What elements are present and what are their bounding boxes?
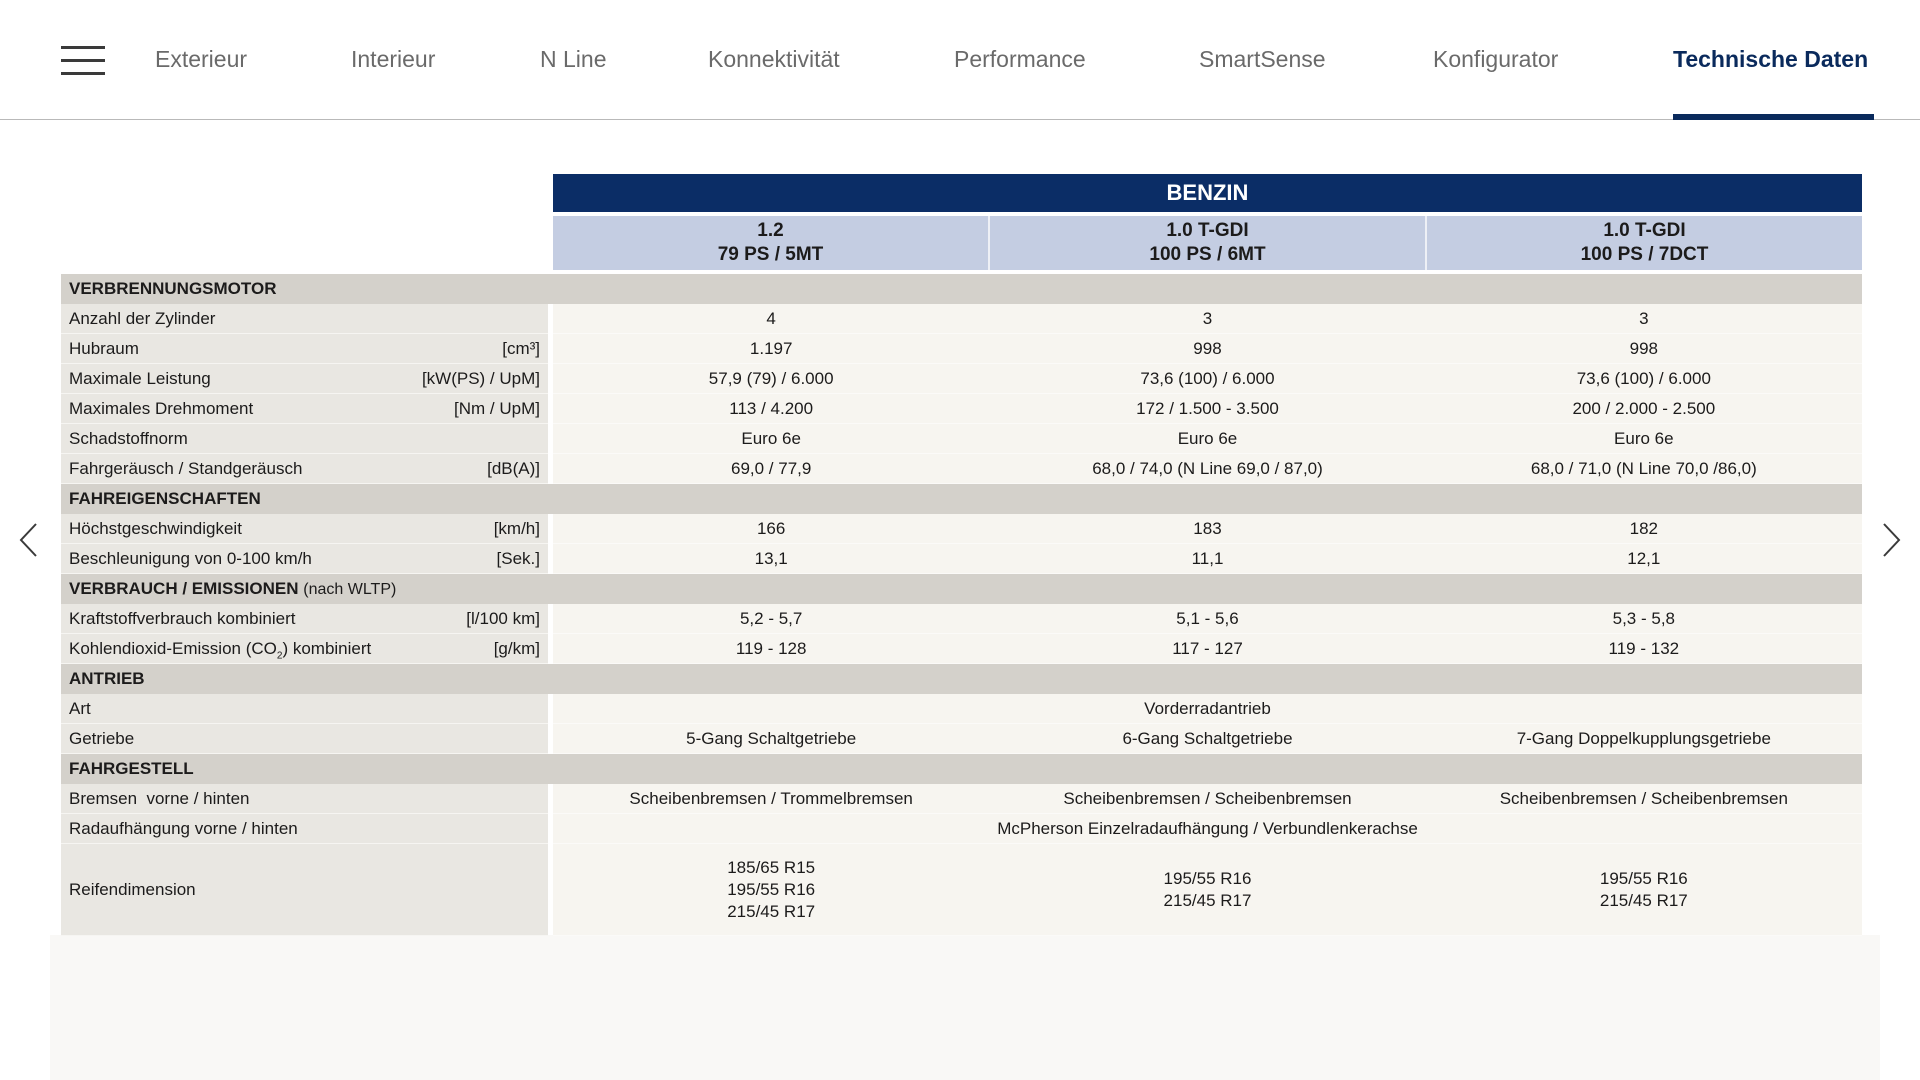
- value-cell: 12,1: [1627, 549, 1661, 568]
- row-label: Anzahl der Zylinder: [61, 304, 548, 334]
- section-header-drive: ANTRIEB: [61, 664, 1862, 694]
- value-cell: 68,0 / 74,0 (N Line 69,0 / 87,0): [1092, 459, 1323, 478]
- table-row: [61, 844, 1862, 936]
- table-row: [61, 334, 1862, 364]
- value-cell: 119 - 132: [1608, 639, 1680, 658]
- value-cell: 3: [1639, 309, 1649, 328]
- row-values: [553, 634, 1862, 664]
- row-values: [553, 394, 1862, 424]
- row-label: Getriebe: [61, 724, 548, 754]
- value-cell: 1.197: [749, 339, 793, 358]
- row-label: Hubraum [cm³]: [61, 334, 548, 364]
- row-unit: [Nm / UpM]: [454, 399, 540, 418]
- row-values: [553, 724, 1862, 754]
- value-cell: 998: [1629, 339, 1658, 358]
- value-cell: 11,1: [1191, 549, 1224, 568]
- value-cell: Euro 6e: [1614, 429, 1674, 448]
- nav-item-konnektivitaet[interactable]: Konnektivität: [708, 46, 840, 72]
- row-values: [553, 514, 1862, 544]
- value-cell: 73,6 (100) / 6.000: [1576, 369, 1711, 388]
- section-header-chassis: FAHRGESTELL: [61, 754, 1862, 784]
- nav-item-technische-daten[interactable]: Technische Daten: [1673, 46, 1869, 72]
- section-header-engine: VERBRENNUNGSMOTOR: [61, 274, 1862, 304]
- row-label: Radaufhängung vorne / hinten: [61, 814, 548, 844]
- row-label: Kraftstoffverbrauch kombiniert [l/100 km]: [61, 604, 548, 634]
- nav-item-konfigurator[interactable]: Konfigurator: [1433, 46, 1559, 72]
- variant-header-row: [553, 216, 1862, 270]
- row-unit: [km/h]: [493, 519, 540, 538]
- value-cell: 195/55 R16 215/45 R17: [1163, 868, 1252, 910]
- table-row: [61, 604, 1862, 634]
- value-cell: Scheibenbremsen / Trommelbremsen: [629, 789, 913, 808]
- table-row: [61, 454, 1862, 484]
- row-label: Maximale Leistung [kW(PS) / UpM]: [61, 364, 548, 394]
- table-row: [61, 784, 1862, 814]
- row-values: [553, 814, 1862, 844]
- value-cell: McPherson Einzelradaufhängung / Verbundlenkerachse: [997, 819, 1418, 838]
- value-cell: 69,0 / 77,9: [730, 459, 812, 478]
- row-values: [553, 334, 1862, 364]
- value-cell: Euro 6e: [741, 429, 801, 448]
- active-tab-indicator: [1673, 114, 1874, 120]
- value-cell: 195/55 R16 215/45 R17: [1599, 868, 1688, 910]
- chevron-left-icon[interactable]: [16, 520, 42, 560]
- nav-item-smartsense[interactable]: SmartSense: [1199, 46, 1326, 72]
- value-cell: 113 / 4.200: [729, 399, 814, 418]
- value-cell: 200 / 2.000 - 2.500: [1572, 399, 1716, 418]
- table-row: [61, 634, 1862, 664]
- value-cell: 3: [1202, 309, 1213, 328]
- table-row: [61, 544, 1862, 574]
- value-cell: 5,1 - 5,6: [1176, 609, 1239, 628]
- value-cell: 68,0 / 71,0 (N Line 70,0 /86,0): [1530, 459, 1757, 478]
- row-label: Kohlendioxid-Emission $(CO_2)$ kombiniert [g/km]: [61, 634, 548, 664]
- row-unit: [g/km]: [493, 639, 540, 658]
- row-label: Bremsen vorne / hinten: [61, 784, 548, 814]
- value-cell: 5,2 - 5,7: [739, 609, 803, 628]
- table-row: [61, 364, 1862, 394]
- nav-item-n-line[interactable]: N Line: [540, 46, 607, 72]
- top-navigation: [0, 0, 1920, 120]
- row-unit: [cm³]: [502, 339, 540, 358]
- nav-item-interieur[interactable]: Interieur: [351, 46, 436, 72]
- table-row: [61, 394, 1862, 424]
- chevron-right-icon[interactable]: [1878, 520, 1904, 560]
- variant-header: 1.2 79 PS / 5MT: [553, 216, 990, 270]
- row-unit: [Sek.]: [496, 549, 540, 568]
- value-cell: 998: [1193, 339, 1222, 358]
- row-values: [553, 364, 1862, 394]
- table-row: [61, 724, 1862, 754]
- nav-item-exterieur[interactable]: Exterieur: [155, 46, 248, 72]
- value-cell: 185/65 R15 195/55 R16 215/45 R17: [727, 857, 816, 921]
- value-cell: 5-Gang Schaltgetriebe: [686, 729, 857, 748]
- value-cell: 4: [766, 309, 776, 328]
- row-unit: [kW(PS) / UpM]: [421, 369, 540, 388]
- table-row: [61, 814, 1862, 844]
- value-cell: 13,1: [754, 549, 788, 568]
- table-row: [61, 304, 1862, 334]
- hamburger-menu-icon[interactable]: [61, 46, 105, 76]
- value-cell: 182: [1629, 519, 1658, 538]
- row-unit: [dB(A)]: [487, 459, 540, 478]
- row-label: Höchstgeschwindigkeit [km/h]: [61, 514, 548, 544]
- row-label: Reifendimension: [61, 844, 548, 936]
- row-label: Art: [61, 694, 548, 724]
- value-cell: 7-Gang Doppelkupplungsgetriebe: [1516, 729, 1771, 748]
- table-row: [61, 694, 1862, 724]
- value-cell: 6-Gang Schaltgetriebe: [1122, 729, 1293, 748]
- value-cell: 57,9 (79) / 6.000: [708, 369, 834, 388]
- row-values: [553, 844, 1862, 936]
- nav-item-performance[interactable]: Performance: [954, 46, 1086, 72]
- row-label: Schadstoffnorm: [61, 424, 548, 454]
- row-label: Maximales Drehmoment [Nm / UpM]: [61, 394, 548, 424]
- row-values: [553, 424, 1862, 454]
- table-row: [61, 514, 1862, 544]
- table-row: [61, 424, 1862, 454]
- value-cell: Scheibenbremsen / Scheibenbremsen: [1499, 789, 1788, 808]
- row-values: [553, 544, 1862, 574]
- value-cell: Vorderradantrieb: [1144, 699, 1271, 718]
- row-values: [553, 694, 1862, 724]
- value-cell: Euro 6e: [1177, 429, 1238, 448]
- value-cell: 172 / 1.500 - 3.500: [1136, 399, 1279, 418]
- value-cell: Scheibenbremsen / Scheibenbremsen: [1063, 789, 1352, 808]
- section-header-driving: FAHREIGENSCHAFTEN: [61, 484, 1862, 514]
- row-values: [553, 454, 1862, 484]
- fuel-type-header: BENZIN: [553, 174, 1862, 212]
- page-background: [50, 935, 1880, 1080]
- section-header-consumption: VERBRAUCH / EMISSIONEN (nach WLTP): [61, 574, 1862, 604]
- variant-header: 1.0 T-GDI 100 PS / 6MT: [990, 216, 1427, 270]
- row-unit: [l/100 km]: [466, 609, 540, 628]
- value-cell: 183: [1193, 519, 1222, 538]
- row-label: Fahrgeräusch / Standgeräusch [dB(A)]: [61, 454, 548, 484]
- row-values: [553, 604, 1862, 634]
- row-values: [553, 784, 1862, 814]
- value-cell: 119 - 128: [735, 639, 807, 658]
- table-body: [61, 274, 1862, 936]
- value-cell: 117 - 127: [1172, 639, 1243, 658]
- variant-header: 1.0 T-GDI 100 PS / 7DCT: [1427, 216, 1862, 270]
- value-cell: 5,3 - 5,8: [1612, 609, 1675, 628]
- value-cell: 166: [756, 519, 786, 538]
- row-values: [553, 304, 1862, 334]
- row-label: Beschleunigung von 0-100 km/h [Sek.]: [61, 544, 548, 574]
- value-cell: 73,6 (100) / 6.000: [1140, 369, 1275, 388]
